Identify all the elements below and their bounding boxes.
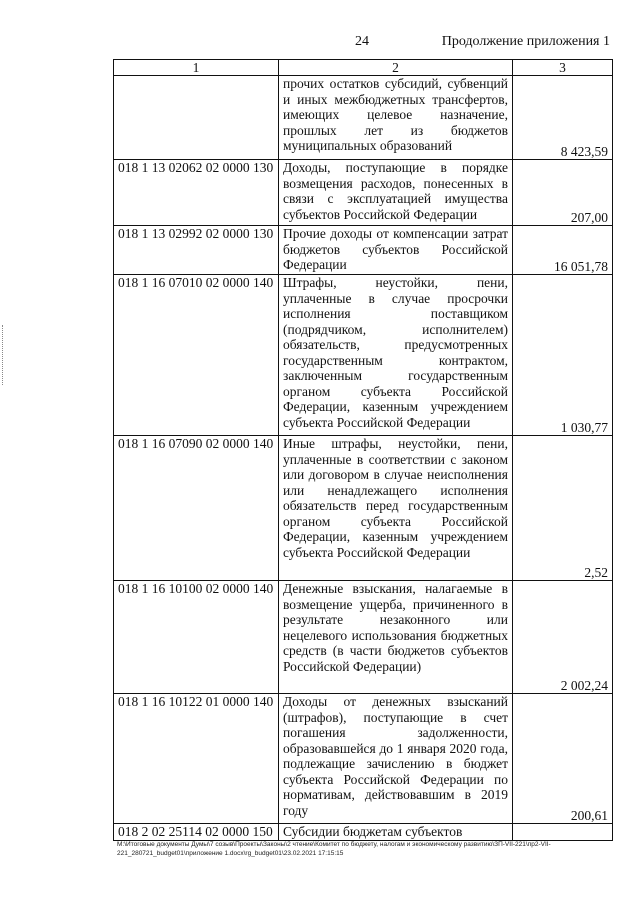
revenue-description: Доходы, поступающие в порядке возмещения расходов, понесенных в связи с эксплуатацией имущества субъектов Российской Федерации — [279, 160, 513, 226]
column-header-3: 3 — [513, 60, 613, 76]
revenue-description: Штрафы, неустойки, пени, уплаченные в случае просрочки исполнения поставщиком (подрядчиком, исполнителем) обязательств, предусмотренных государственным контрактом, заключенным государственным органом субъекта Российской Федерации, казенным учреждением субъекта Российской Федерации — [279, 275, 513, 436]
budget-code: 018 1 13 02992 02 0000 130 — [114, 226, 279, 275]
file-path-line: 221_280721_budget01\приложение 1.docx\rg_budget01\23.02.2021 17:15:15 — [117, 850, 344, 857]
table-row — [114, 275, 613, 436]
table-row — [114, 581, 613, 694]
amount-value: 8 423,59 — [513, 76, 613, 160]
file-path-line: M:\Итоговые документы Думы\7 созыв\Проекты\Законы\2 чтение\Комитет по бюджету, налогам и экономическому развитию\ЗП-VII-221\пр2-VII- — [117, 841, 551, 848]
budget-code: 018 1 16 10122 01 0000 140 — [114, 694, 279, 824]
budget-code: 018 2 02 25114 02 0000 150 — [114, 824, 279, 841]
table-row — [114, 436, 613, 581]
revenue-description: Иные штрафы, неустойки, пени, уплаченные в соответствии с законом или договором в случае неисполнения или ненадлежащего исполнения обязательств перед государственным органом субъекта Российской Федерации, казенным учреждением субъекта Российской Федерации — [279, 436, 513, 581]
page-header — [0, 34, 640, 56]
table-row — [114, 226, 613, 275]
table-header-row — [114, 60, 613, 76]
revenue-description: Денежные взыскания, налагаемые в возмещение ущерба, причиненного в результате незаконного или нецелевого использования бюджетных средств (в части бюджетов субъектов Российской Федерации) — [279, 581, 513, 694]
amount-value: 200,61 — [513, 694, 613, 824]
revenue-description: прочих остатков субсидий, субвенций и иных межбюджетных трансфертов, имеющих целевое назначение, прошлых лет из бюджетов муниципальных образований — [279, 76, 513, 160]
column-header-1: 1 — [114, 60, 279, 76]
revenue-description: Доходы от денежных взысканий (штрафов), поступающие в счет погашения задолженности, образовавшейся до 1 января 2020 года, подлежащие зачислению в бюджет субъекта Российской Федерации по нормативам, действовавшим в 2019 году — [279, 694, 513, 824]
amount-value: 2 002,24 — [513, 581, 613, 694]
budget-code: 018 1 13 02062 02 0000 130 — [114, 160, 279, 226]
revenue-table — [113, 59, 613, 841]
budget-code — [114, 76, 279, 160]
table-row — [114, 694, 613, 824]
amount-value — [513, 824, 613, 841]
column-header-2: 2 — [279, 60, 513, 76]
revenue-description: Субсидии бюджетам субъектов — [279, 824, 513, 841]
table-row — [114, 824, 613, 841]
table-row — [114, 76, 613, 160]
budget-code: 018 1 16 10100 02 0000 140 — [114, 581, 279, 694]
revenue-description: Прочие доходы от компенсации затрат бюджетов субъектов Российской Федерации — [279, 226, 513, 275]
amount-value: 16 051,78 — [513, 226, 613, 275]
amount-value: 2,52 — [513, 436, 613, 581]
budget-code: 018 1 16 07010 02 0000 140 — [114, 275, 279, 436]
page-number: 24 — [355, 34, 369, 49]
continuation-label: Продолжение приложения 1 — [441, 34, 610, 49]
margin-mark — [2, 325, 5, 385]
table-row — [114, 160, 613, 226]
amount-value: 207,00 — [513, 160, 613, 226]
amount-value: 1 030,77 — [513, 275, 613, 436]
budget-code: 018 1 16 07090 02 0000 140 — [114, 436, 279, 581]
file-path-footer — [117, 840, 617, 858]
